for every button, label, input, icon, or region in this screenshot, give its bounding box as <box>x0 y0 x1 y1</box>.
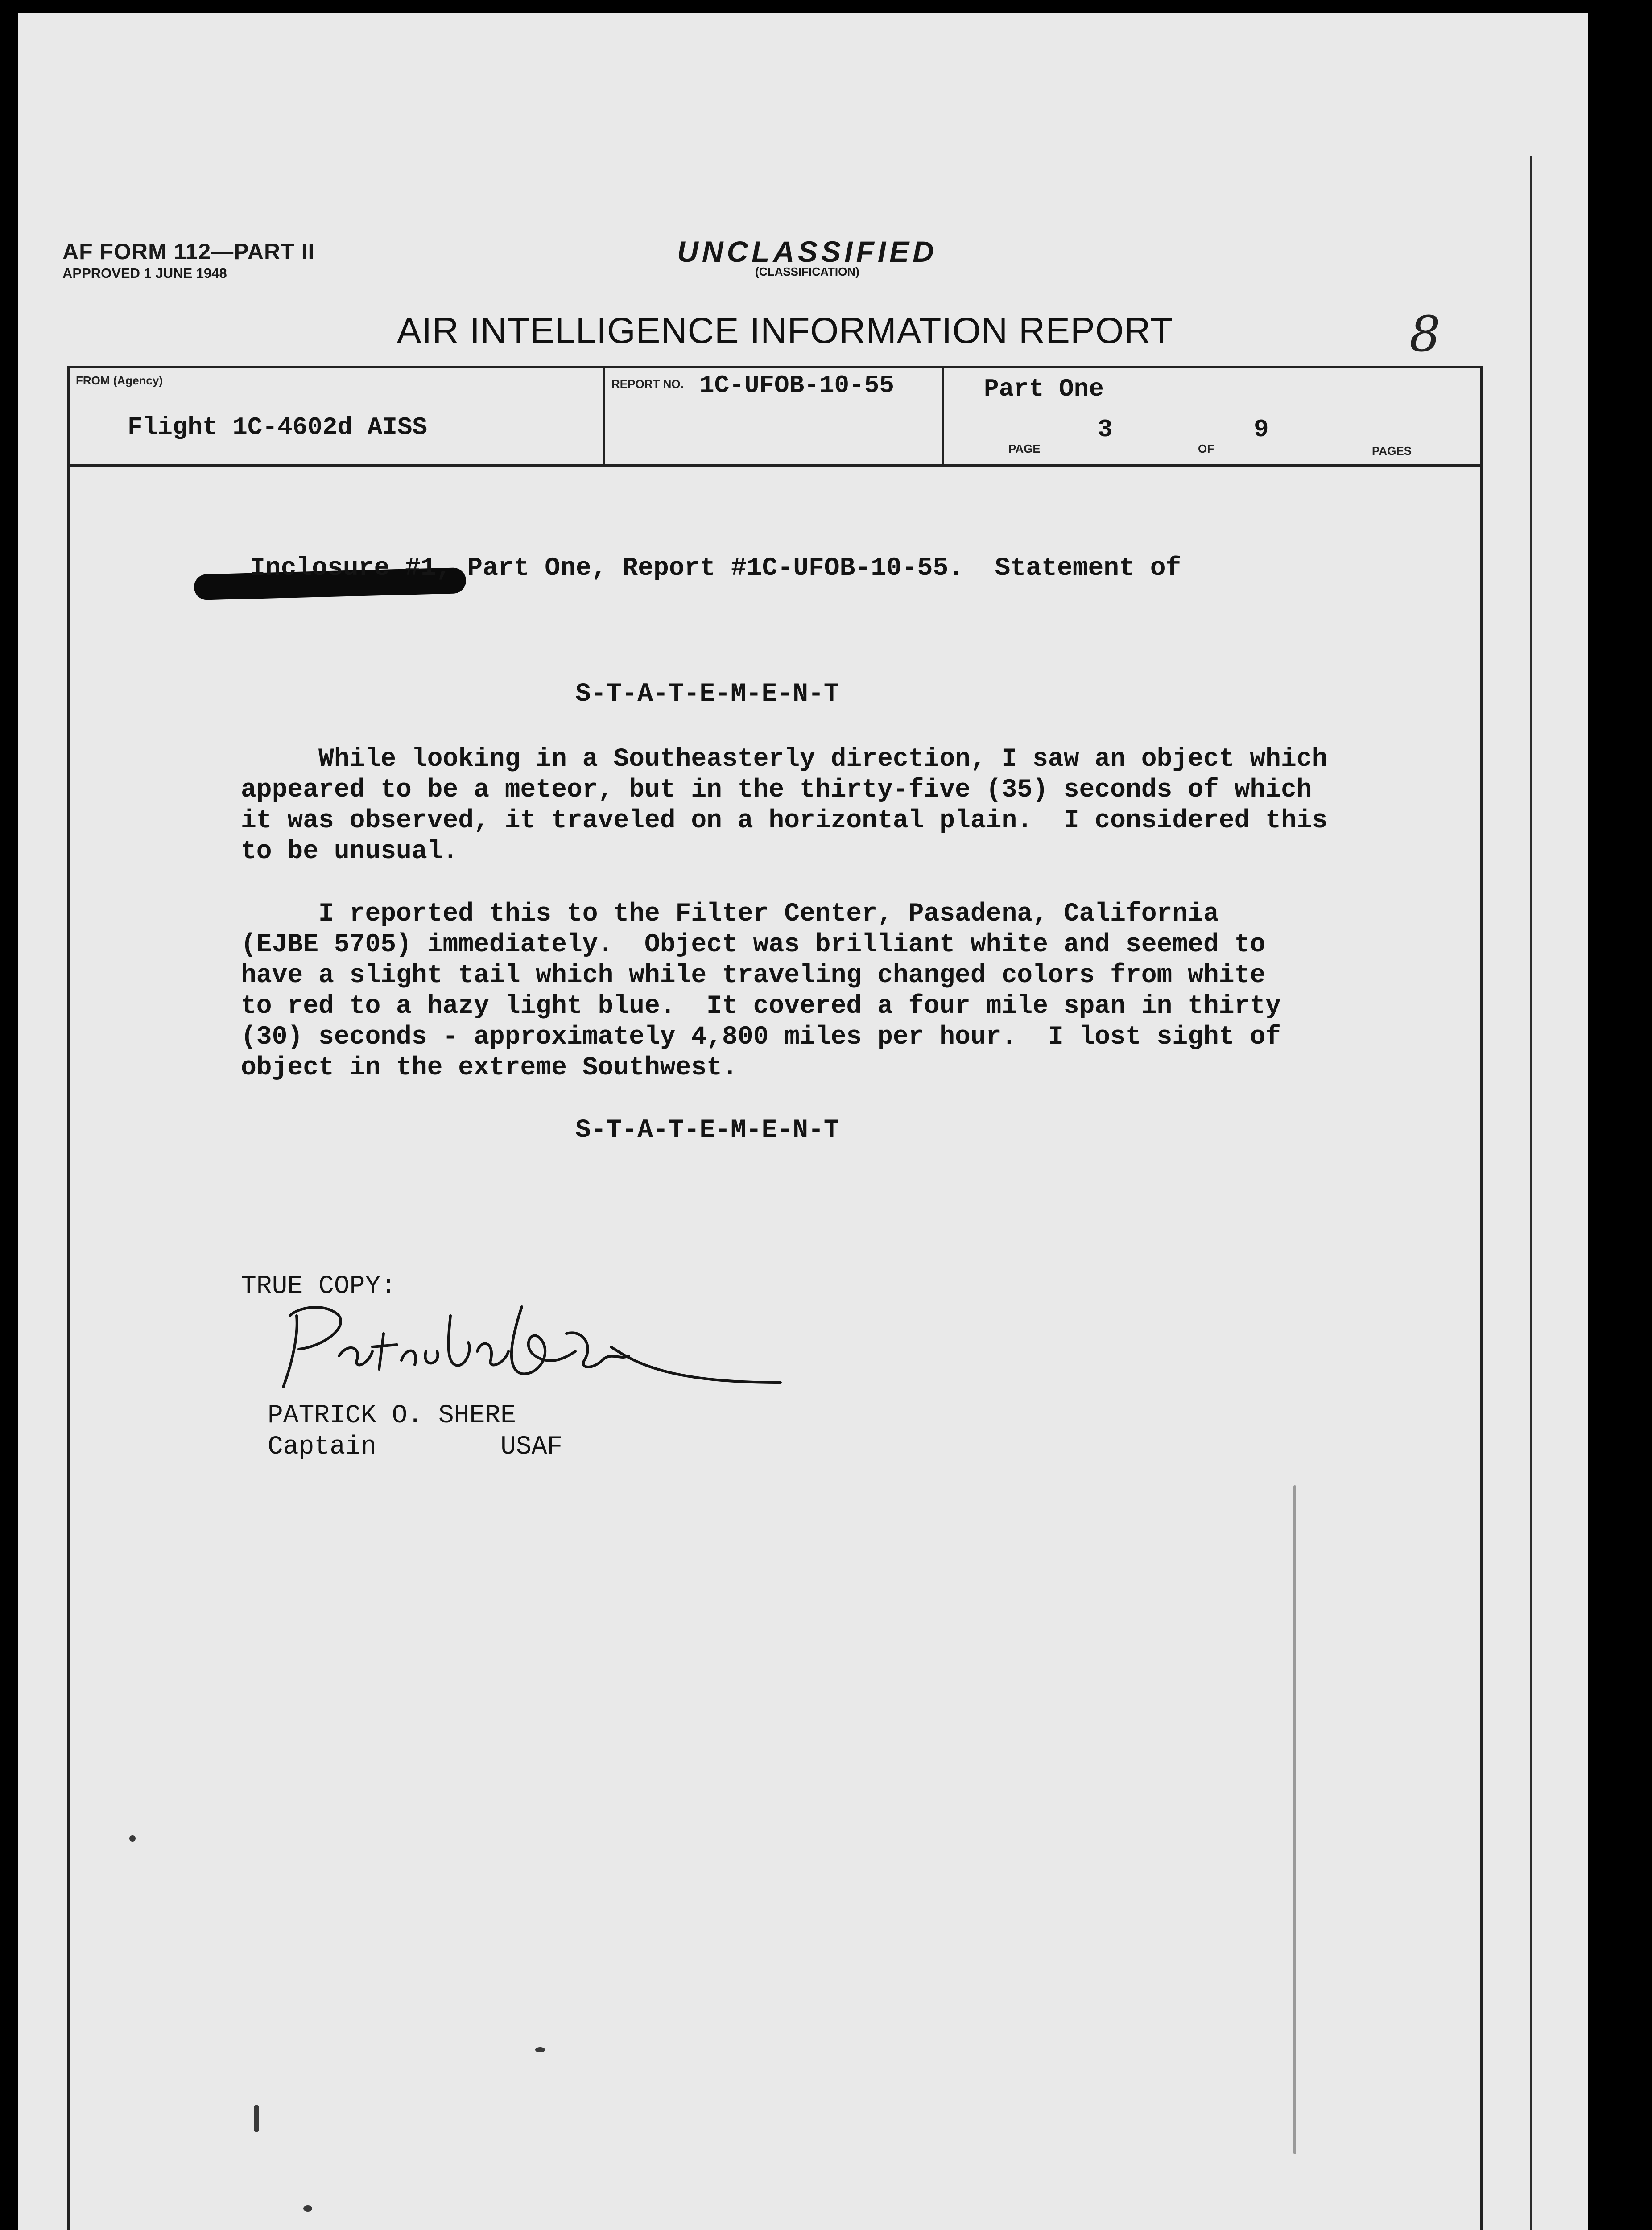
form-header-row <box>70 368 1480 467</box>
part-value: Part One <box>984 375 1104 403</box>
handwritten-page-mark: 8 <box>1409 306 1441 363</box>
report-no-value: 1C-UFOB-10-55 <box>699 371 894 400</box>
true-copy-label: TRUE COPY: <box>241 1272 396 1301</box>
of-value: 9 <box>1254 415 1269 444</box>
header-divider <box>603 368 605 464</box>
scan-speck <box>129 1835 136 1842</box>
paragraph-1 <box>241 744 1327 867</box>
paragraph-line: While looking in a Southeasterly direction, I saw an object which <box>241 745 1328 774</box>
classification-word: UNCLASSIFIED <box>677 235 938 268</box>
paragraph-line: to red to a hazy light blue. It covered a four mile span in thirty <box>241 992 1281 1021</box>
report-title: AIR INTELLIGENCE INFORMATION REPORT <box>396 310 1173 351</box>
scan-speck <box>303 2205 312 2212</box>
report-no-label: REPORT NO. <box>611 377 684 391</box>
page-value: 3 <box>1098 415 1113 444</box>
from-label: FROM (Agency) <box>76 374 163 387</box>
document-page <box>18 13 1588 2230</box>
paragraph-line: I reported this to the Filter Center, Pasadena, California <box>241 900 1219 929</box>
classification-caption: (CLASSIFICATION) <box>755 265 859 278</box>
page-label: PAGE <box>1008 442 1041 455</box>
scan-streak <box>1293 1485 1296 2154</box>
form-identifier <box>62 239 314 281</box>
classification-top <box>624 235 990 279</box>
statement-heading: S-T-A-T-E-M-E-N-T <box>575 680 839 709</box>
paragraph-line: object in the extreme Southwest. <box>241 1053 738 1082</box>
page-edge-line <box>1530 156 1532 2230</box>
paragraph-line: to be unusual. <box>241 837 458 866</box>
of-label: OF <box>1198 442 1214 455</box>
paragraph-line: have a slight tail which while traveling changed colors from white <box>241 961 1266 990</box>
scan-speck <box>254 2105 259 2132</box>
signer-name: PATRICK O. SHERE <box>268 1401 516 1430</box>
form-number: AF FORM 112—PART II <box>62 239 315 264</box>
header-divider <box>942 368 944 464</box>
statement-footer: S-T-A-T-E-M-E-N-T <box>575 1116 839 1145</box>
paragraph-2 <box>241 899 1281 1083</box>
from-value: Flight 1C-4602d AISS <box>128 413 428 442</box>
scan-speck <box>535 2047 545 2052</box>
paragraph-line: it was observed, it traveled on a horizontal plain. I considered this <box>241 806 1328 835</box>
paragraph-line: appeared to be a meteor, but in the thirty-five (35) seconds of which <box>241 776 1312 805</box>
paragraph-line: (EJBE 5705) immediately. Object was brilliant white and seemed to <box>241 930 1266 959</box>
pages-label: PAGES <box>1372 444 1412 458</box>
handwritten-signature <box>272 1298 785 1414</box>
form-approval-date: APPROVED 1 JUNE 1948 <box>62 265 227 281</box>
signer-rank: Captain USAF <box>268 1433 563 1462</box>
paragraph-line: (30) seconds - approximately 4,800 miles per hour. I lost sight of <box>241 1023 1281 1052</box>
inclosure-line: Inclosure #1, Part One, Report #1C-UFOB-10-55. Statement of <box>250 554 1181 583</box>
